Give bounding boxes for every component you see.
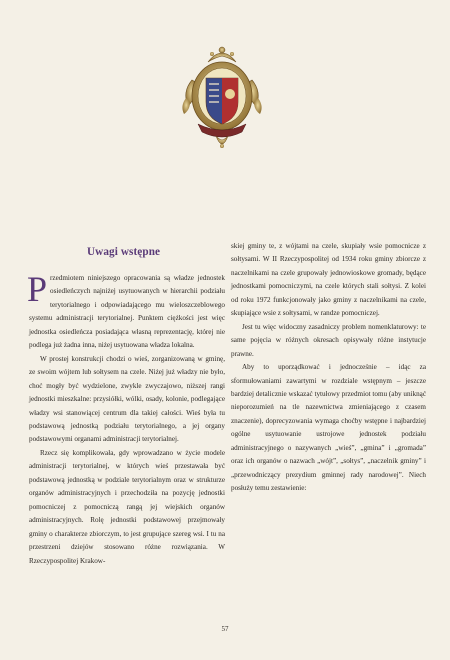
section-heading: Uwagi wstępne xyxy=(87,246,161,258)
body-paragraph: skiej gminy te, z wójtami na czele, skupiały wsie pomocnicze z sołtysami. W II Rzeczypospolitej od 1934 roku gminy zbiorcze z naczelnikami na czele grupowały jednowioskowe gromady, będące jednostkami pomocniczymi, na czele których stali sołtysi. Z kolei od roku 1972 funkcjonowały jako gminy z naczelnikami na czele, skupiające wsie z sołtysami, w randze pomocniczej. xyxy=(231,242,426,318)
body-paragraph: Aby to uporządkować i jednocześnie – idąc za sformułowaniami zawartymi w rozdziale wstępnym – jeszcze bardziej detalicznie wskazać tytułowy przedmiot tomu (aby uniknąć nieporozumień na tle nazewnictwa zmieniającego z czasem znaczenie), doprecyzowania wymaga choćby wstępne i najbardziej ogólne usytuowanie ustrojowe jednostek podziału administracyjnego o nazywanych „wieś”, „gmina” i „gromada” oraz ich organów o nazwach „wójt”, „sołtys”, „naczelnik gminy” i „przewodniczący prezydium gminnej rady narodowej”. Niech posłuży temu zestawienie: xyxy=(231,363,426,493)
body-paragraph: W prostej konstrukcji chodzi o wieś, zorganizowaną w gminę, ze swoim wójtem lub sołtysem na czele. Niżej już władzy nie było, choć mogły być wydzielone, zwykle zwyczajowo, niższej rangi jednostki mieszkalne: przysiółki, wólki, osady, kolonie, podlegające władzy wsi stanowiącej centrum dla takiej całości. Wieś była tu podstawową jednostką podziału terytorialnego, a jej organy podstawowymi organami administracji terytorialnej. xyxy=(29,354,225,444)
body-paragraph: Jest tu więc widoczny zasadniczy problem nomenklaturowy: te same pojęcia w różnych okresach opisywały różne instytucje prawne. xyxy=(231,322,426,358)
left-column xyxy=(29,246,225,568)
right-column xyxy=(231,240,426,496)
body-paragraph: Rzecz się komplikowała, gdy wprowadzano w życie modele administracji terytorialnej, w których wieś przestawała być podstawową jednostką w podziale terytorialnym oraz w strukturze organów administracyjnych i przechodziła na pozycję jednostki pomocniczej z pomocniczą rangą jej wiejskich organów administracyjnych. Rolę jednostki podstawowej przejmowały gminy o charakterze zbiorczym, to jest grupujące szereg wsi. I tu na przestrzeni dziejów stosowano różne rozwiązania. W Rzeczypospolitej Krakow- xyxy=(29,448,225,565)
drop-cap: P xyxy=(27,269,48,309)
page-number: 57 xyxy=(221,625,229,633)
body-paragraph xyxy=(27,269,225,353)
paragraph-text: rzedmiotem niniejszego opracowania są władze jednostek osiedleńczych najniżej usytuowanych w hierarchii podziału terytorialnego i odpowiadającego mu wieloszczeblowego systemu administracji terytorialnej. Punktem ciężkości jest więc jednostka osiedleńcza posiadająca własną reprezentację, której nie podlega już żadna inna, niżej usytuowana władza lokalna. xyxy=(29,274,225,350)
coat-of-arms-emblem xyxy=(178,40,266,152)
